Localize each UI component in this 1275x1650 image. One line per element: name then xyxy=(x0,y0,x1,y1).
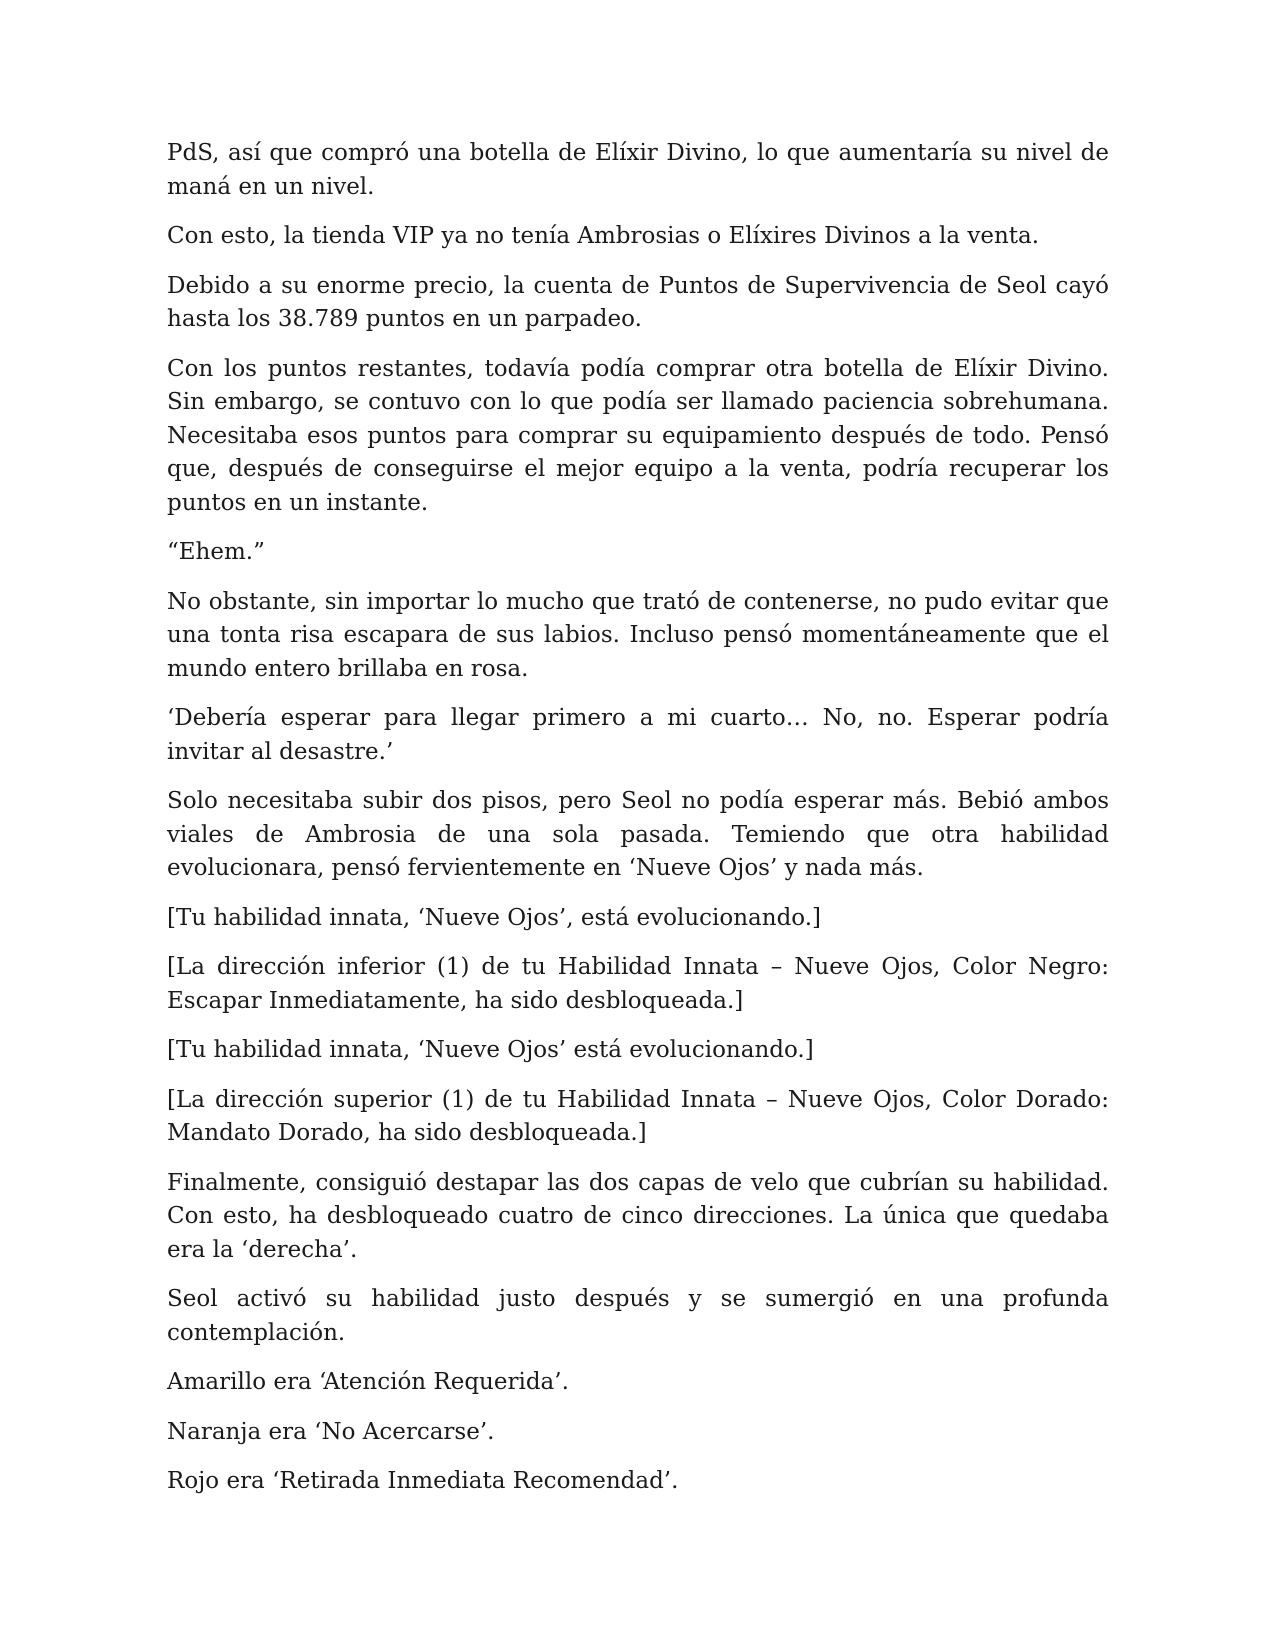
paragraph: Finalmente, consiguió destapar las dos capas de velo que cubrían su habilidad. Con esto, ha desbloqueado cuatro de cinco direcciones. La única que quedaba era la ‘derecha’. xyxy=(167,1169,1109,1263)
paragraph: [Tu habilidad innata, ‘Nueve Ojos’, está evolucionando.] xyxy=(167,904,822,931)
paragraph: Con esto, la tienda VIP ya no tenía Ambrosias o Elíxires Divinos a la venta. xyxy=(167,223,1040,249)
body-text xyxy=(167,137,1109,1515)
paragraph: Amarillo era ‘Atención Requerida’. xyxy=(167,1369,569,1395)
paragraph: Debido a su enorme precio, la cuenta de Puntos de Supervivencia de Seol cayó hasta los 38.789 puntos en un parpadeo. xyxy=(167,272,1109,332)
paragraph: Naranja era ‘No Acercarse’. xyxy=(167,1418,495,1445)
paragraph: “Ehem.” xyxy=(167,539,265,565)
paragraph: [La dirección inferior (1) de tu Habilidad Innata – Nueve Ojos, Color Negro: Escapar Inmediatamente, ha sido desbloqueada.] xyxy=(167,954,1109,1014)
paragraph: PdS, así que compró una botella de Elíxir Divino, lo que aumentaría su nivel de maná en un nivel. xyxy=(167,140,1109,200)
paragraph: No obstante, sin importar lo mucho que trató de contenerse, no pudo evitar que una tonta risa escapara de sus labios. Incluso pensó momentáneamente que el mundo entero brillaba en rosa. xyxy=(167,588,1109,682)
paragraph: [Tu habilidad innata, ‘Nueve Ojos’ está evolucionando.] xyxy=(167,1037,814,1063)
paragraph: ‘Debería esperar para llegar primero a mi cuarto… No, no. Esperar podría invitar al desastre.’ xyxy=(167,705,1109,765)
paragraph: Solo necesitaba subir dos pisos, pero Seol no podía esperar más. Bebió ambos viales de Ambrosia de una sola pasada. Temiendo que otra habilidad evolucionara, pensó fervientemente en ‘Nueve Ojos’ y nada más. xyxy=(167,788,1109,881)
paragraph: Con los puntos restantes, todavía podía comprar otra botella de Elíxir Divino. Sin embargo, se contuvo con lo que podía ser llamado paciencia sobrehumana. Necesitaba esos puntos para comprar su equipamiento después de todo. Pensó que, después de conseguirse el mejor equipo a la venta, podría recuperar los puntos en un instante. xyxy=(167,355,1109,516)
paragraph: Rojo era ‘Retirada Inmediata Recomendad’. xyxy=(167,1468,679,1494)
paragraph: Seol activó su habilidad justo después y se sumergió en una profunda contemplación. xyxy=(167,1286,1109,1346)
paragraph: [La dirección superior (1) de tu Habilidad Innata – Nueve Ojos, Color Dorado: Mandato Dorado, ha sido desbloqueada.] xyxy=(167,1086,1109,1146)
